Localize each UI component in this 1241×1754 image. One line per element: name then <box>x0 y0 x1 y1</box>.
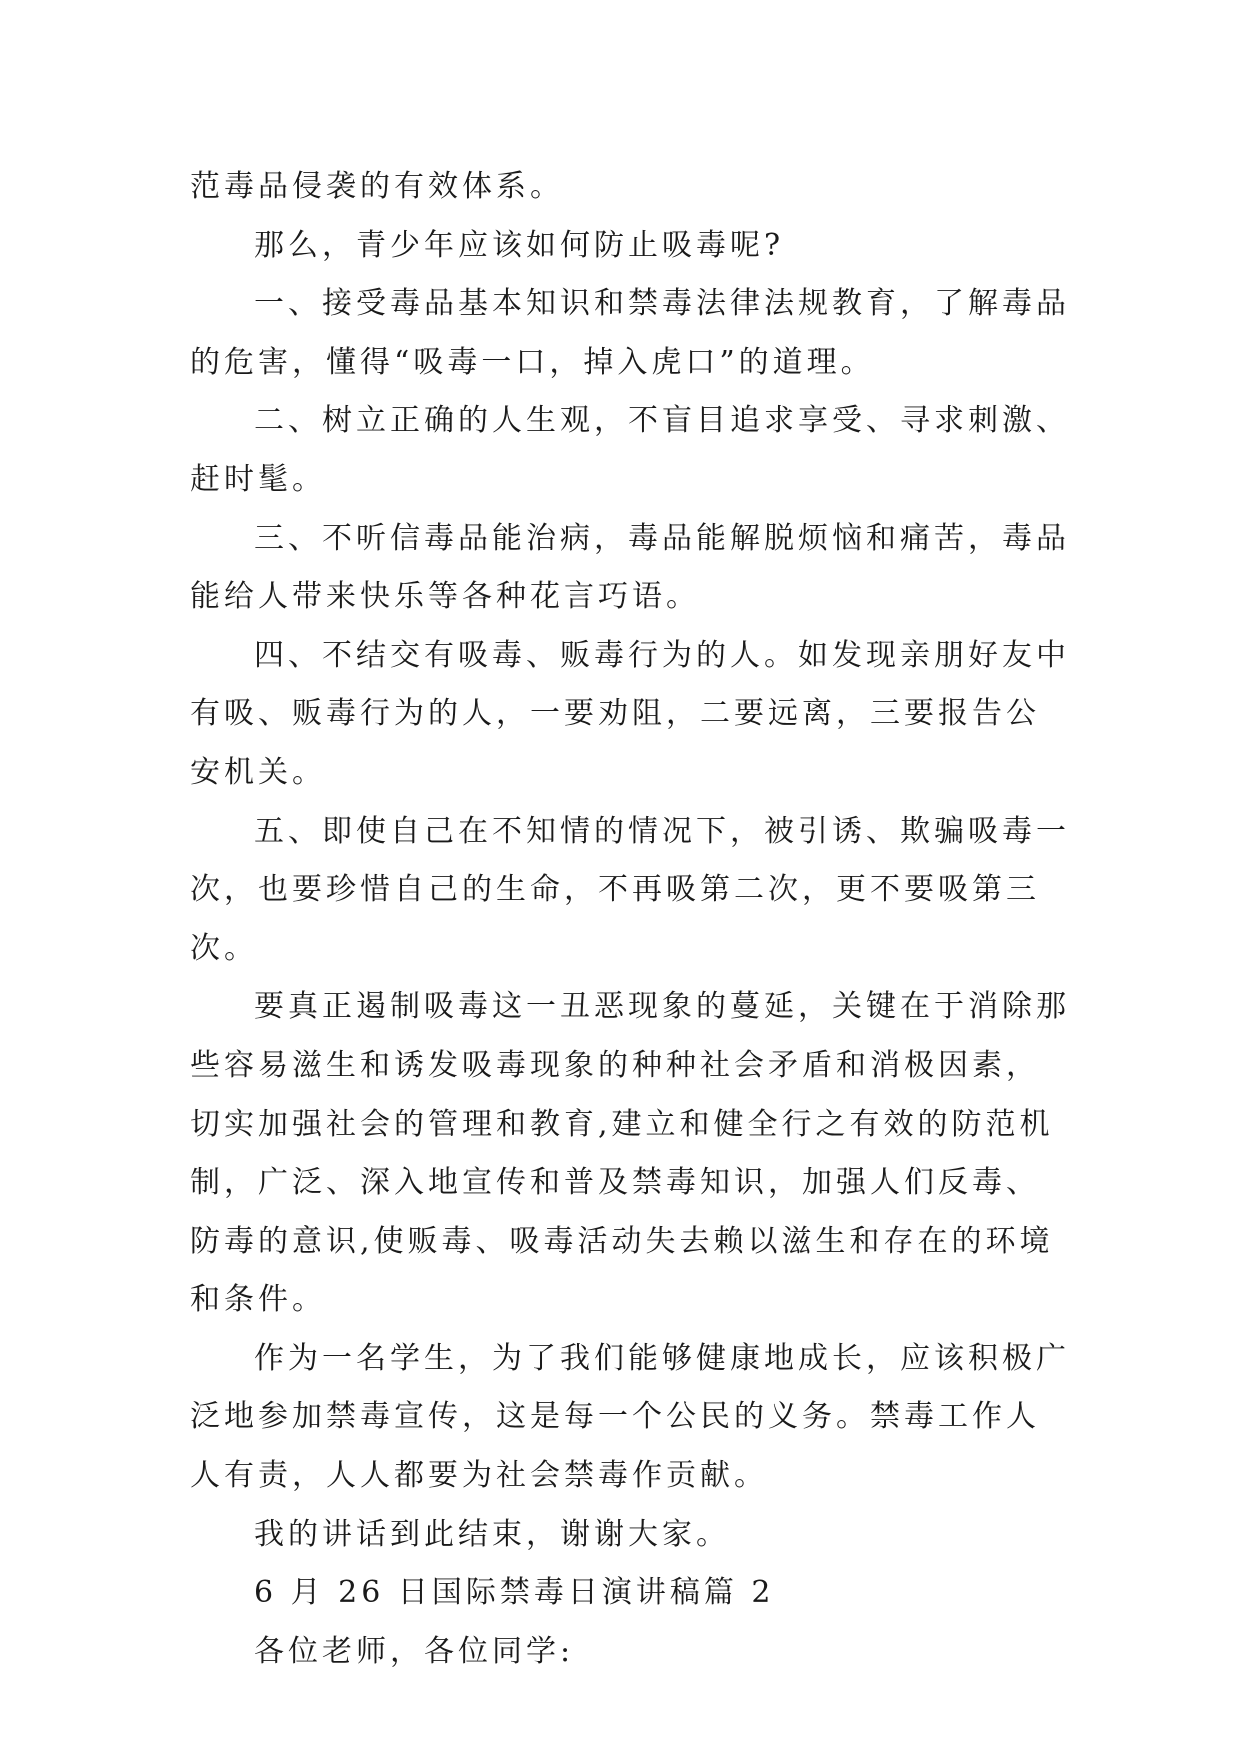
section-heading: 6 月 26 日国际禁毒日演讲稿篇 2 <box>254 1575 775 1611</box>
paragraph-6: 四、不结交有吸毒、贩毒行为的人。如发现亲朋好友中有吸、贩毒行为的人，一要劝阻，二要远离，三要报告公安机关。 <box>190 637 1070 790</box>
paragraph-1: 范毒品侵袭的有效体系。 <box>190 169 564 204</box>
paragraph-7: 五、即使自己在不知情的情况下，被引诱、欺骗吸毒一次，也要珍惜自己的生命，不再吸第二次，更不要吸第三次。 <box>190 813 1070 966</box>
paragraph-2: 那么，青少年应该如何防止吸毒呢? <box>254 227 785 263</box>
paragraph-4: 二、树立正确的人生观，不盲目追求享受、寻求刺激、赶时髦。 <box>190 403 1070 497</box>
paragraph-10: 我的讲话到此结束，谢谢大家。 <box>254 1516 730 1552</box>
paragraph-8: 要真正遏制吸毒这一丑恶现象的蔓延，关键在于消除那些容易滋生和诱发吸毒现象的种种社会矛盾和消极因素，切实加强社会的管理和教育,建立和健全行之有效的防范机制，广泛、深入地宣传和普及禁毒知识，加强人们反毒、防毒的意识,使贩毒、吸毒活动失去赖以滋生和存在的环境和条件。 <box>190 989 1070 1318</box>
paragraph-9: 作为一名学生，为了我们能够健康地成长，应该积极广泛地参加禁毒宣传，这是每一个公民的义务。禁毒工作人人有责，人人都要为社会禁毒作贡献。 <box>190 1340 1070 1494</box>
paragraph-5: 三、不听信毒品能治病，毒品能解脱烦恼和痛苦，毒品能给人带来快乐等各种花言巧语。 <box>190 520 1070 615</box>
salutation: 各位老师，各位同学: <box>254 1633 575 1669</box>
document-body <box>190 158 1070 1681</box>
paragraph-3: 一、接受毒品基本知识和禁毒法律法规教育，了解毒品的危害，懂得“吸毒一口，掉入虎口”的道理。 <box>190 286 1070 380</box>
